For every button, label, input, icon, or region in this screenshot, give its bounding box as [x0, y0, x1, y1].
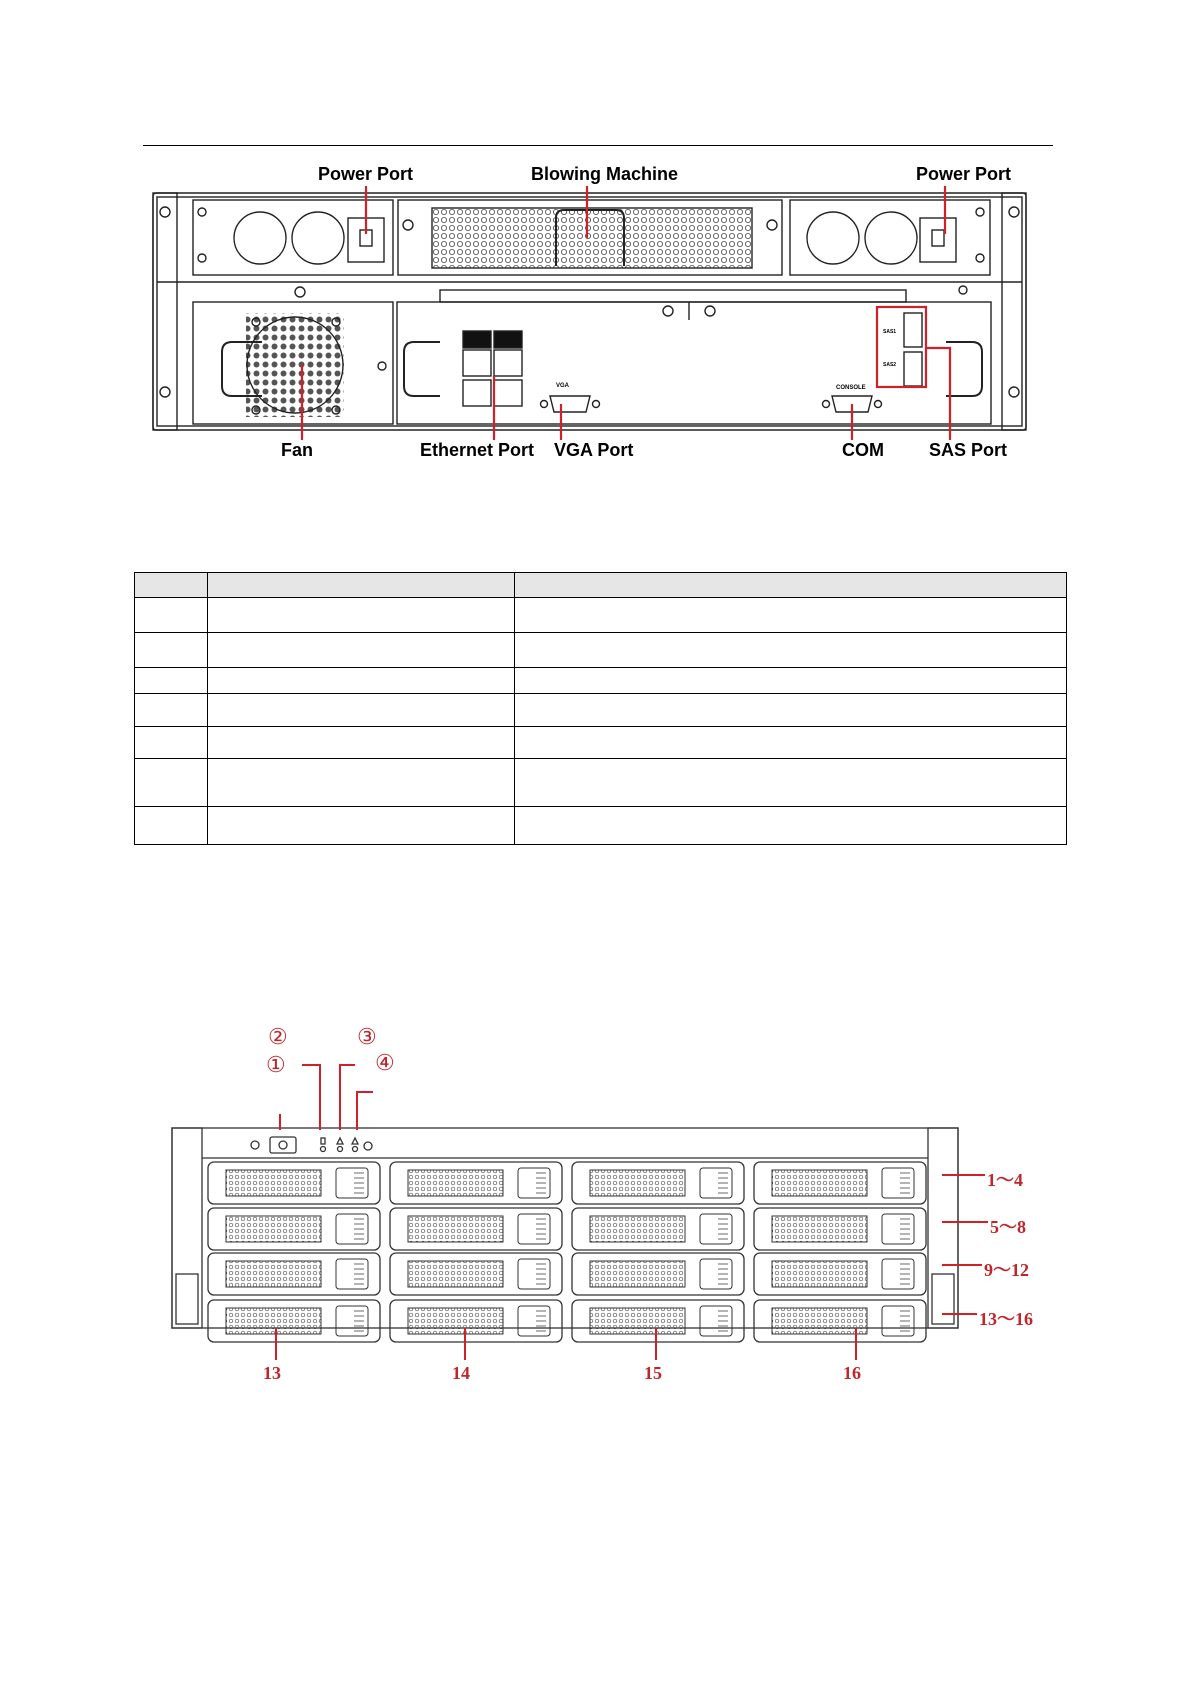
drive-bay[interactable] [390, 1253, 562, 1295]
table-cell [208, 727, 515, 759]
table-cell [135, 633, 208, 668]
port-table [134, 572, 1067, 845]
column-label-13: 13 [263, 1363, 281, 1383]
column-label-14: 14 [452, 1363, 470, 1383]
table-cell [515, 759, 1067, 807]
table-header-cell [208, 573, 515, 598]
table-cell [135, 759, 208, 807]
table-row [135, 807, 1067, 845]
drive-bay[interactable] [754, 1208, 926, 1250]
table-cell [135, 807, 208, 845]
table-row [135, 727, 1067, 759]
table-cell [208, 807, 515, 845]
drive-bay[interactable] [572, 1162, 744, 1204]
drive-bay[interactable] [208, 1300, 380, 1342]
row-label-9-12: 9～12 [984, 1260, 1029, 1280]
table-cell [135, 694, 208, 727]
column-label-15: 15 [644, 1363, 662, 1383]
callout-4: ④ [375, 1050, 395, 1075]
table-header-row [135, 573, 1067, 598]
table-cell [515, 694, 1067, 727]
label-blowing-machine: Blowing Machine [531, 164, 679, 184]
silkscreen-sas2: SAS2 [883, 362, 897, 368]
drive-bay[interactable] [754, 1253, 926, 1295]
silkscreen-vga: VGA [556, 383, 570, 389]
table-cell [515, 727, 1067, 759]
column-label-16: 16 [843, 1363, 861, 1383]
drive-bay[interactable] [572, 1300, 744, 1342]
table-row [135, 598, 1067, 633]
drive-bay[interactable] [208, 1162, 380, 1204]
table-header-cell [135, 573, 208, 598]
table-cell [515, 668, 1067, 694]
table-cell [515, 598, 1067, 633]
row-label-13-16: 13～16 [979, 1309, 1033, 1329]
table-row [135, 633, 1067, 668]
label-vga-port: VGA Port [554, 440, 634, 460]
drive-bay[interactable] [754, 1162, 926, 1204]
label-ethernet-port: Ethernet Port [420, 440, 535, 460]
table-cell [208, 759, 515, 807]
label-sas-port: SAS Port [929, 440, 1008, 460]
callout-2: ② [268, 1024, 288, 1049]
table-cell [515, 807, 1067, 845]
table-header-cell [515, 573, 1067, 598]
drive-bay[interactable] [572, 1253, 744, 1295]
drive-bay[interactable] [390, 1300, 562, 1342]
silkscreen-console: CONSOLE [836, 385, 866, 391]
callout-3: ③ [357, 1024, 377, 1049]
table-cell [208, 668, 515, 694]
table-row [135, 759, 1067, 807]
silkscreen-sas1: SAS1 [883, 329, 897, 335]
table-cell [208, 694, 515, 727]
table-cell [515, 633, 1067, 668]
table-cell [208, 598, 515, 633]
drive-bay[interactable] [754, 1300, 926, 1342]
drive-bay[interactable] [390, 1208, 562, 1250]
table-cell [135, 727, 208, 759]
row-label-5-8: 5～8 [990, 1217, 1026, 1237]
rear-panel-diagram [0, 0, 1190, 470]
drive-bay[interactable] [208, 1253, 380, 1295]
label-fan: Fan [281, 440, 314, 460]
label-com: COM [842, 440, 884, 460]
row-label-1-4: 1～4 [987, 1170, 1023, 1190]
table-row [135, 694, 1067, 727]
table-cell [135, 668, 208, 694]
label-power-port-left: Power Port [318, 164, 414, 184]
front-panel-diagram [0, 1060, 1190, 1420]
label-power-port-right: Power Port [916, 164, 1012, 184]
table-cell [208, 633, 515, 668]
table-row [135, 668, 1067, 694]
drive-bay[interactable] [390, 1162, 562, 1204]
drive-bay[interactable] [572, 1208, 744, 1250]
callout-1: ① [266, 1052, 286, 1077]
drive-bay[interactable] [208, 1208, 380, 1250]
drive-bay-grid [208, 1162, 926, 1342]
table-cell [135, 598, 208, 633]
